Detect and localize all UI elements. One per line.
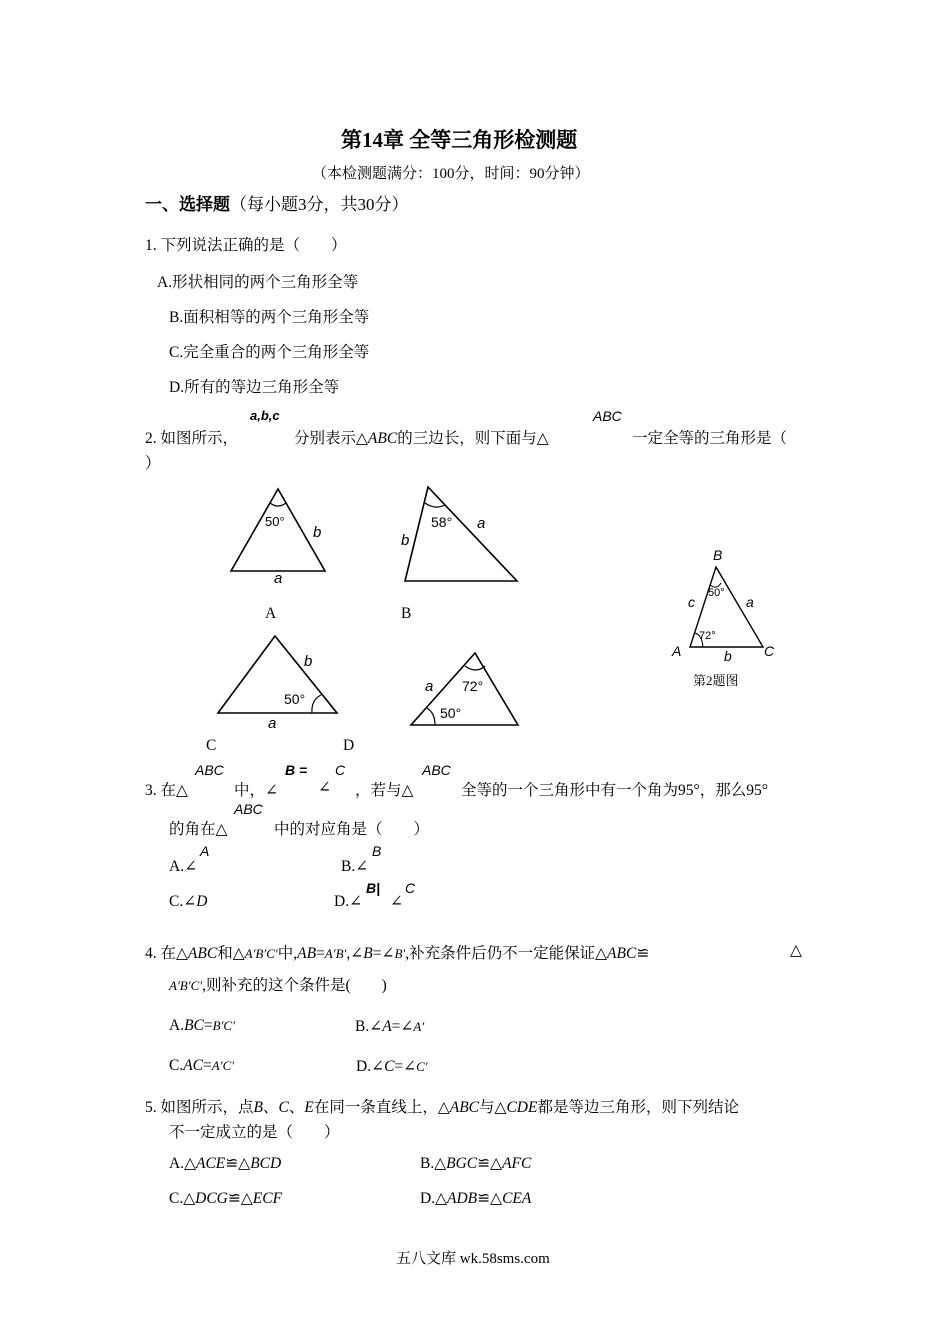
q1-option-d: D.所有的等边三角形全等 — [169, 379, 340, 396]
q3-symbol-c: C — [335, 762, 346, 778]
triangle-b-shape — [405, 487, 517, 581]
opt-tri-1: ACE — [196, 1155, 226, 1172]
q4-cong: ≌ — [636, 945, 650, 962]
q5-text-3: 与△ — [479, 1099, 507, 1116]
section-note: （每小题3分，共30分） — [230, 195, 409, 214]
opt-tri-1: ADB — [447, 1190, 478, 1207]
q1-stem: 1. 下列说法正确的是（ ） — [145, 237, 347, 254]
q3-option-a-symbol: A — [200, 843, 210, 859]
q4-text-4: ,∠ — [346, 945, 364, 962]
opt-tri-2: CEA — [502, 1190, 532, 1207]
side-b-label: b — [313, 524, 322, 541]
side-b-label: b — [401, 532, 410, 549]
q4-abc-2: ABC — [607, 945, 637, 962]
q4-prime-3: B′ — [394, 946, 406, 961]
q2-stem-part2 — [294, 426, 549, 448]
angle-label: 50° — [284, 691, 306, 707]
q1-option-c: C.完全重合的两个三角形全等 — [169, 344, 370, 361]
opt-angle: A — [382, 1018, 392, 1035]
q2-label-c: C — [206, 737, 217, 754]
q4-abc-1: ABC — [187, 945, 218, 962]
section-heading — [145, 190, 409, 215]
opt-label: C.△ — [169, 1190, 196, 1207]
q5-option-c — [169, 1189, 282, 1208]
vertex-c-label: C — [764, 643, 775, 659]
opt-cong: ≌△ — [227, 1190, 253, 1207]
q2-symbol-abc: ABC — [593, 408, 622, 424]
opt-label: B.∠ — [355, 1018, 383, 1035]
bottom-angle-label: 50° — [440, 705, 462, 721]
opt-tri-1: DCG — [195, 1190, 228, 1207]
q2-stem-text-b: 分别表示△ — [294, 430, 368, 447]
q3-option-d-angle: ∠ — [390, 893, 403, 910]
angle-arc — [425, 503, 445, 507]
opt-tri-2: ECF — [252, 1190, 283, 1207]
q5-sep-2: 、 — [288, 1099, 305, 1116]
q4-option-d — [356, 1057, 428, 1076]
opt-prime: C′ — [416, 1059, 428, 1074]
side-a-label: a — [274, 570, 283, 587]
q3-option-d-symbol-2: C — [405, 880, 416, 896]
q5-point-c: C — [278, 1099, 289, 1116]
opt-eq: =∠ — [391, 1018, 414, 1035]
opt-eq: = — [203, 1057, 212, 1074]
page-subtitle: （本检测题满分：100分，时间：90分钟） — [312, 166, 590, 182]
top-angle-arc — [465, 666, 485, 670]
q3-option-a: A.∠ — [169, 858, 198, 875]
q2-label-b: B — [401, 605, 412, 622]
q2-label-d: D — [343, 737, 355, 754]
q2-stem-text-c: 的三边长，则下面与△ — [397, 430, 549, 447]
q3-option-d: D.∠ — [334, 893, 363, 910]
opt-prime: B′C′ — [212, 1018, 235, 1033]
q2-figure-b — [395, 483, 525, 588]
opt-label: B.△ — [420, 1155, 447, 1172]
q5-option-a — [169, 1154, 281, 1173]
q5-cde: CDE — [506, 1099, 538, 1116]
q4-prime-2: A′B′ — [324, 946, 347, 961]
side-a-label: a — [746, 594, 754, 610]
q1-option-b: B.面积相等的两个三角形全等 — [169, 309, 370, 326]
vertex-b-label: B — [713, 547, 723, 563]
q4-option-b — [355, 1017, 424, 1036]
q3-text-6: 的角在△ — [169, 821, 228, 838]
side-b-label: b — [724, 648, 732, 664]
opt-tri-2: BCD — [250, 1155, 282, 1172]
q3-symbol-abc-3: ABC — [234, 801, 263, 817]
q5-point-b: B — [253, 1099, 263, 1116]
vertex-a-label: A — [672, 643, 682, 659]
q4-eq: = — [316, 945, 325, 962]
bottom-angle-arc — [427, 708, 435, 725]
q3-option-c-angle: D — [196, 893, 208, 910]
q2-label-a: A — [265, 605, 277, 622]
angle-b-label: 50° — [708, 587, 725, 599]
side-a-label: a — [268, 715, 277, 732]
q5-line-1 — [145, 1095, 739, 1117]
q4-line-1 — [145, 941, 649, 963]
opt-prime: A′ — [413, 1019, 425, 1034]
q4-text-1: 4. 在△ — [145, 945, 188, 962]
side-c-label: c — [688, 594, 695, 610]
q3-symbol-b-eq: B = — [285, 762, 308, 778]
opt-cong: ≌△ — [225, 1155, 251, 1172]
top-angle-label: 72° — [462, 678, 484, 694]
q2-figure-a — [225, 485, 335, 585]
q2-stem-part1: 2. 如图所示， — [145, 430, 239, 447]
q4-option-a — [169, 1017, 235, 1035]
q4-text-5: =∠ — [372, 945, 395, 962]
q4-prime-4: A′B′C′ — [169, 978, 203, 993]
q3-text-1: 3. 在△ — [145, 782, 188, 799]
q4-option-c — [169, 1057, 234, 1075]
page-title: 第14章 全等三角形检测题 — [341, 128, 578, 152]
angle-label: 58° — [431, 514, 453, 530]
q3-text-3: ∠ — [318, 779, 331, 796]
q5-option-b — [420, 1154, 531, 1173]
q1-option-a: A.形状相同的两个三角形全等 — [157, 274, 359, 291]
q2-reference-figure — [668, 543, 778, 668]
q4-triangle-symbol: △ — [790, 942, 802, 959]
side-b-label: b — [304, 653, 313, 670]
q5-text-2: 在同一条直线上，△ — [313, 1099, 450, 1116]
opt-tri-1: BGC — [446, 1155, 478, 1172]
q5-text-4: 都是等边三角形，则下列结论 — [537, 1099, 739, 1116]
opt-label: A. — [169, 1017, 185, 1034]
q2-figure-c — [212, 632, 342, 732]
q2-triangle-abc: ABC — [367, 430, 398, 447]
q5-line-2: 不一定成立的是（ ） — [169, 1124, 340, 1141]
q3-symbol-abc-2: ABC — [422, 762, 451, 778]
q2-stem-part3: 一定全等的三角形是（ — [632, 430, 788, 447]
q5-option-d — [420, 1189, 531, 1208]
q4-b: B — [363, 945, 373, 962]
q4-text-3: 中, — [277, 945, 298, 962]
q3-option-b: B.∠ — [341, 858, 369, 875]
q3-option-c-label: C.∠ — [169, 893, 197, 910]
q2-stem-close: ） — [145, 455, 161, 472]
page-footer: 五八文库 wk.58sms.com — [396, 1251, 550, 1267]
opt-tri-2: AFC — [502, 1155, 532, 1172]
opt-segment: AC — [183, 1057, 204, 1074]
opt-label: D.∠ — [356, 1058, 385, 1075]
q4-prime-1: A′B′C′ — [244, 946, 278, 961]
section-title: 一、选择题 — [145, 195, 230, 214]
q4-text-7: ,则补充的这个条件是( ) — [202, 977, 387, 994]
q3-text-4: ，若与△ — [355, 782, 414, 799]
q3-text-5: 全等的一个三角形中有一个角为95°，那么95° — [461, 782, 768, 799]
opt-cong: ≌△ — [477, 1155, 503, 1172]
q5-abc: ABC — [449, 1099, 480, 1116]
q2-figure-caption: 第2题图 — [693, 673, 739, 688]
opt-segment: BC — [184, 1017, 204, 1034]
side-a-label: a — [425, 678, 434, 695]
q5-text-1: 5. 如图所示，点 — [145, 1099, 254, 1116]
q3-text-2: 中，∠ — [234, 782, 278, 799]
q5-sep-1: 、 — [262, 1099, 279, 1116]
q3-option-d-symbol-1: B| — [366, 880, 381, 896]
angle-a-label: 72° — [699, 630, 716, 642]
triangle-c-shape — [218, 636, 337, 713]
q4-text-6: ,补充条件后仍不一定能保证△ — [405, 945, 608, 962]
opt-prime: A′C′ — [211, 1058, 235, 1073]
opt-eq: =∠ — [394, 1058, 417, 1075]
triangle-a-shape — [231, 489, 325, 571]
opt-label: D.△ — [420, 1190, 447, 1207]
q2-figure-d — [405, 650, 525, 730]
q4-line-2 — [169, 973, 387, 995]
q3-text-7: 中的对应角是（ ） — [274, 821, 430, 838]
opt-eq: = — [203, 1017, 213, 1034]
opt-label: A.△ — [169, 1155, 196, 1172]
side-a-label: a — [477, 515, 486, 532]
angle-arc — [312, 695, 321, 713]
q3-option-c — [169, 892, 207, 911]
q3-symbol-abc: ABC — [195, 762, 224, 778]
q4-text-2: 和△ — [217, 945, 245, 962]
opt-label: C. — [169, 1057, 184, 1074]
angle-label: 50° — [265, 514, 285, 529]
q2-symbol-abc-sides: a,b,c — [250, 408, 280, 423]
q4-ab: AB — [297, 945, 317, 962]
q5-point-e: E — [304, 1099, 314, 1116]
angle-arc — [270, 503, 286, 506]
q3-option-b-symbol: B — [372, 843, 382, 859]
opt-angle: C — [384, 1058, 395, 1075]
opt-cong: ≌△ — [477, 1190, 503, 1207]
